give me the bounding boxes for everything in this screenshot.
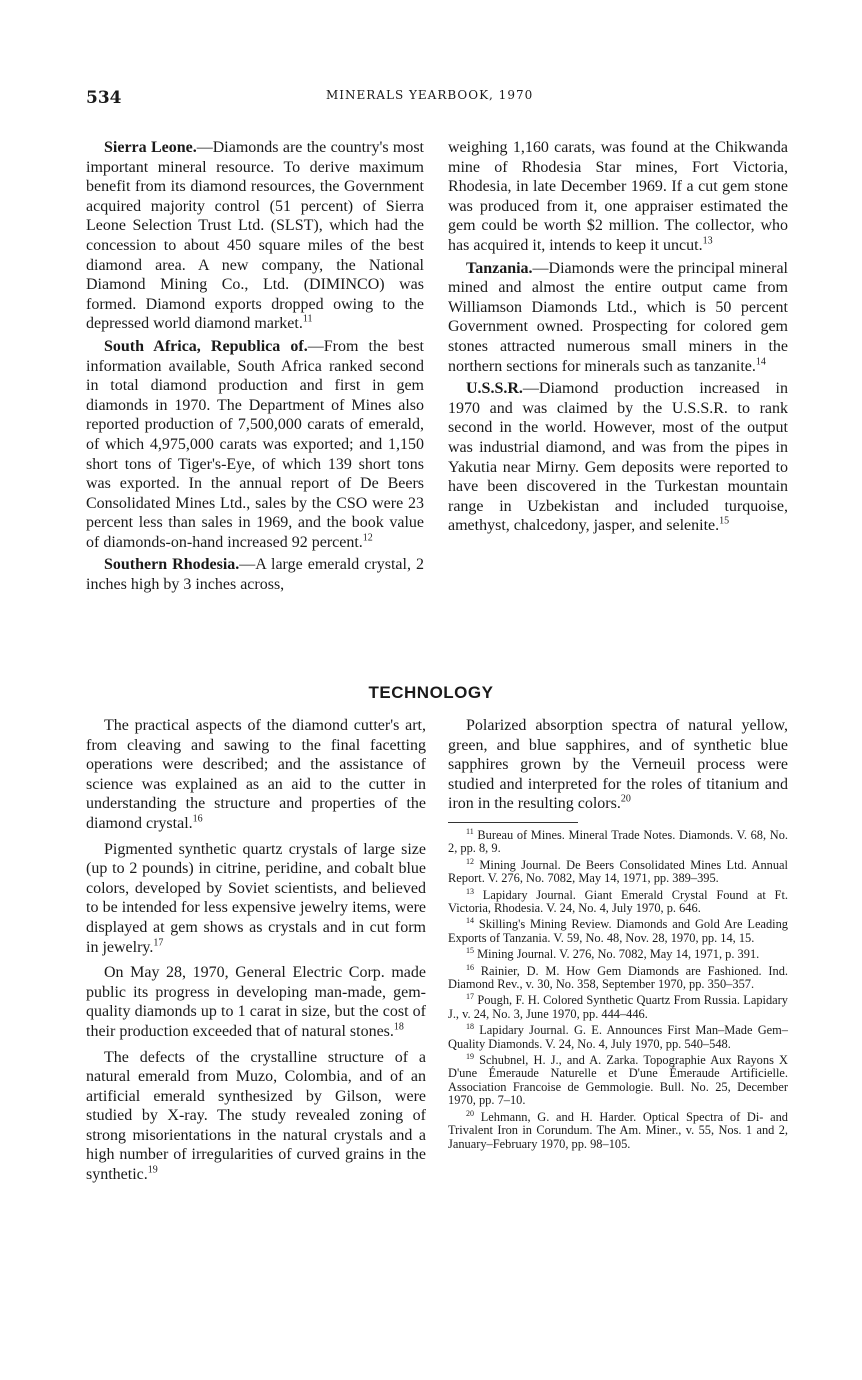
footnote-text: Lapidary Journal. G. E. Announces First Man–Made Gem–Quality Diamonds. V. 24, No. 4, July 1970, pp. 540–548. [448,1023,788,1051]
paragraph-text: —From the best information available, South Africa ranked second in total diamond production and first in gem diamonds in 1970. The Department of Mines also reported production of 7,500,000 carats of emerald, of which 4,975,000 carats was exported; and 1,150 short tons of Tiger's-Eye, of which 139 short tons was exported. In the annual report of De Beers Consolidated Mines Ltd., sales by the CSO were 23 percent less than sales in 1969, and the book value of diamonds-on-hand increased 92 percent. [86,337,425,551]
footnote-number: 19 [466,1051,474,1061]
paragraph-text: —Diamond production increased in 1970 and was claimed by the U.S.S.R. to rank second in the world. However, most of the output was industrial diamond, and was from the pipes in Yakutia near Mirny. Gem deposits were reported to have been discovered in the Turkestan mountain range in Uzbekistan and included turquoise, amethyst, chalcedony, jasper, and selenite. [448,380,788,535]
footnote-number: 15 [466,946,474,956]
footnote-ref: 19 [147,1164,158,1176]
footnote-ref: 12 [362,532,373,544]
footnote-ref: 13 [702,235,713,247]
section-heading-technology: TECHNOLOGY [368,683,494,702]
paragraph-text: —A large emerald crystal, 2 inches high by 3 inches across, [86,556,425,594]
paragraph-sierra-leone [86,138,424,334]
paragraph-sapphire-spectra [448,716,788,814]
footnote-number: 20 [466,1108,474,1118]
footnote-text: Skilling's Mining Review. Diamonds and Gold Are Leading Exports of Tanzania. V. 59, No. 48, Nov. 28, 1970, pp. 14, 15. [448,917,788,945]
paragraph-text: The practical aspects of the diamond cutter's art, from cleaving and sawing to the final facetting operations were described; and the assistance of science was explained as an aid to the cutter in understanding the structure and properties of the diamond crystal. [86,717,426,832]
paragraph-text: Polarized absorption spectra of natural yellow, green, and blue sapphires, and of synthetic blue sapphires grown by the Verneuil process were studied and interpreted for the roles of titanium and iron in the resulting colors. [448,717,788,813]
footnote [448,962,788,992]
paragraph-tanzania [448,259,788,377]
footnote-number: 13 [466,886,474,896]
paragraph-text: Pigmented synthetic quartz crystals of large size (up to 2 pounds) in citrine, peridine, and cobalt blue colors, developed by Soviet scientists, and believed to be intended for less expensive jewelry items, were displayed at gem shows as crystals and in cut form in jewelry. [86,840,426,956]
footnote-ref: 18 [393,1021,404,1033]
footnote-number: 14 [466,916,474,926]
footnote-text: Schubnel, H. J., and A. Zarka. Topographie Aux Rayons X D'une Émeraude Naturelle et D'une Émeraude Artificielle. Association Francoise de Gemmologie. Bull. No. 25, December 1970, pp. 7–10. [448,1053,788,1108]
column-bottom-right [448,716,788,1154]
footnote [448,1024,788,1051]
footnotes-list [448,826,788,1151]
footnote-text: Mining Journal. V. 276, No. 7082, May 14, 1971, p. 391. [477,947,760,962]
footnote-ref: 16 [192,813,203,825]
footnote-divider [448,822,578,823]
paragraph-southern-rhodesia [86,555,424,594]
footnote-ref: 20 [620,794,631,806]
footnote-number: 16 [466,962,474,972]
footnote-number: 17 [466,992,474,1002]
country-heading: South Africa, Republica of. [104,337,308,355]
country-heading: Tanzania. [466,259,533,277]
footnote-text: Lapidary Journal. Giant Emerald Crystal Found at Ft. Victoria, Rhodesia. V. 24, No. 4, July 1970, p. 646. [448,887,788,915]
footnote-text: Pough, F. H. Colored Synthetic Quartz From Russia. Lapidary J., v. 24, No. 3, June 1970, pp. 444–446. [448,993,788,1021]
footnote-ref: 14 [755,356,766,368]
country-heading: Sierra Leone. [104,139,197,156]
paragraph-south-africa [86,337,424,553]
footnote [448,948,788,961]
column-bottom-left [86,716,426,1191]
paragraph-diamond-cutting [86,716,426,834]
footnote [448,918,788,945]
footnote-text: Bureau of Mines. Mineral Trade Notes. Diamonds. V. 68, No. 2, pp. 8, 9. [448,827,788,856]
country-heading: U.S.S.R. [466,380,523,398]
footnote [448,1051,788,1108]
country-heading: Southern Rhodesia. [104,556,240,574]
column-top-right [448,138,788,539]
paragraph-text: On May 28, 1970, General Electric Corp. made public its progress in developing man-made, gem-quality diamonds up to 1 carat in size, but the cost of their production exceeded that of natural stones. [86,964,426,1040]
page-number: 534 [86,88,122,108]
paragraph-synthetic-quartz [86,840,426,958]
paragraph-emerald-defects [86,1048,426,1185]
paragraph-rhodesia-continued [448,138,788,256]
footnote-ref: 11 [302,314,313,326]
footnote-text: Rainier, D. M. How Gem Diamonds are Fashioned. Ind. Diamond Rev., v. 30, No. 358, September 1970, pp. 350–357. [448,963,788,992]
footnote-text: Mining Journal. De Beers Consolidated Mines Ltd. Annual Report. V. 276, No. 7082, May 14, 1971, pp. 389–395. [448,857,788,886]
footnote-number: 12 [466,856,474,866]
footnote [448,826,788,856]
footnote [448,856,788,886]
footnote-number: 18 [466,1022,474,1032]
footnote [448,994,788,1021]
running-title: MINERALS YEARBOOK, 1970 [326,88,534,102]
paragraph-text: weighing 1,160 carats, was found at the Chikwanda mine of Rhodesia Star mines, Fort Victoria, Rhodesia, in late December 1969. If a cut gem stone was produced from it, one appraiser estimated the gem could be worth $2 million. The collector, who has acquired it, intends to keep it uncut. [448,139,788,254]
footnote-ref: 15 [719,515,730,527]
paragraph-ussr [448,379,788,536]
paragraph-text: The defects of the crystalline structure of a natural emerald from Muzo, Colombia, and of an artificial emerald synthesized by Gilson, were studied by X-ray. The study revealed zoning of strong misorientations in the natural crystals and a high number of irregularities of curved grains in the synthetic. [86,1048,426,1184]
footnote-text: Lehmann, G. and H. Harder. Optical Spectra of Di- and Trivalent Iron in Corundum. The Am. Miner., v. 55, Nos. 1 and 2, January–February 1970, pp. 98–105. [448,1109,788,1151]
footnote-number: 11 [466,826,474,836]
paragraph-text: —Diamonds are the country's most important mineral resource. To derive maximum benefit from its diamond resources, the Government acquired majority control (51 percent) of Sierra Leone Selection Trust Ltd. (SLST), which had the concession to about 450 square miles of the best diamond area. A new company, the National Diamond Mining Co., Ltd. (DIMINCO) was formed. Diamond exports dropped owing to the depressed world diamond market. [86,139,425,333]
footnote-ref: 17 [153,937,164,949]
column-top-left [86,138,424,598]
paragraph-general-electric [86,963,426,1041]
footnote [448,886,788,916]
page-header [86,86,786,116]
footnote [448,1108,788,1151]
paragraph-text: —Diamonds were the principal mineral mined and almost the entire output came from Williamson Diamonds Ltd., which is 50 percent Government owned. Prospecting for colored gem stones attracted numerous small miners in the northern sections for minerals such as tanzanite. [448,259,788,375]
